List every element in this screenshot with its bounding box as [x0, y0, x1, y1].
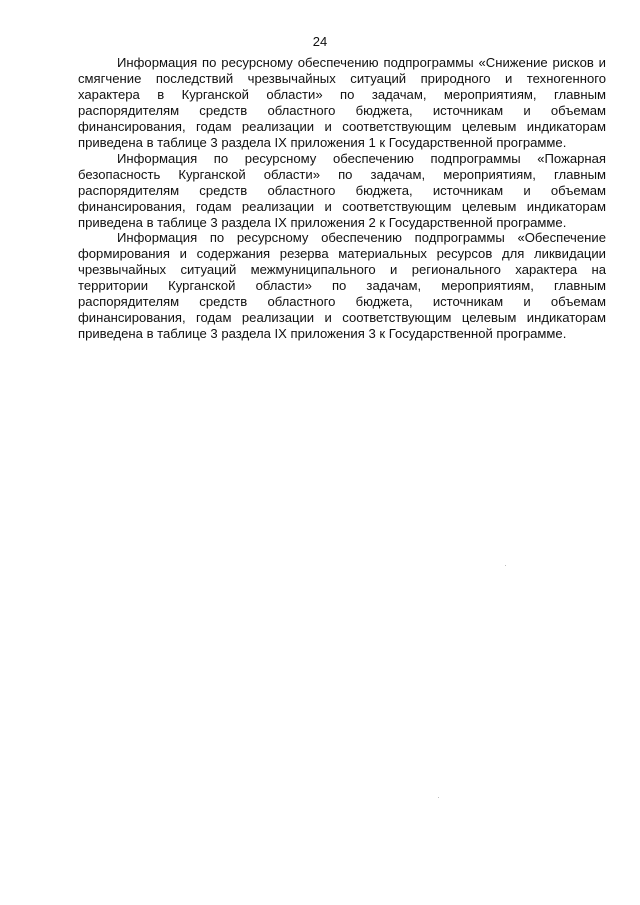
paragraph-resource-fire-safety: Информация по ресурсному обеспечению подпрограммы «Пожарная безопасность Курганской области» по задачам, мероприятиям, главным распорядителям средств областного бюджета, источникам и объемам финансирования, годам реализации и соответствующим целевым индикаторам приведена в таблице 3 раздела IX приложения 2 к Государственной программе. — [78, 150, 606, 230]
page-number: 24 — [312, 34, 328, 49]
document-text — [78, 55, 606, 342]
paragraph-resource-material-reserve: Информация по ресурсному обеспечению подпрограммы «Обеспечение формирования и содержания резерва материальных ресурсов для ликвидации чрезвычайных ситуаций межмуниципального и регионального характера на территории Курганской области» по задачам, мероприятиям, главным распорядителям средств областного бюджета, источникам и объемам финансирования, годам реализации и соответствующим целевым индикаторам приведена в таблице 3 раздела IX приложения 3 к Государственной программе. — [78, 230, 606, 342]
scan-speck — [438, 797, 439, 798]
paragraph-resource-risk-reduction: Информация по ресурсному обеспечению подпрограммы «Снижение рисков и смягчение последствий чрезвычайных ситуаций природного и техногенного характера в Курганской области» по задачам, мероприятиям, главным распорядителям средств областного бюджета, источникам и объемам финансирования, годам реализации и соответствующим целевым индикаторам приведена в таблице 3 раздела IX приложения 1 к Государственной программе. — [78, 55, 606, 150]
scan-speck — [505, 565, 506, 566]
